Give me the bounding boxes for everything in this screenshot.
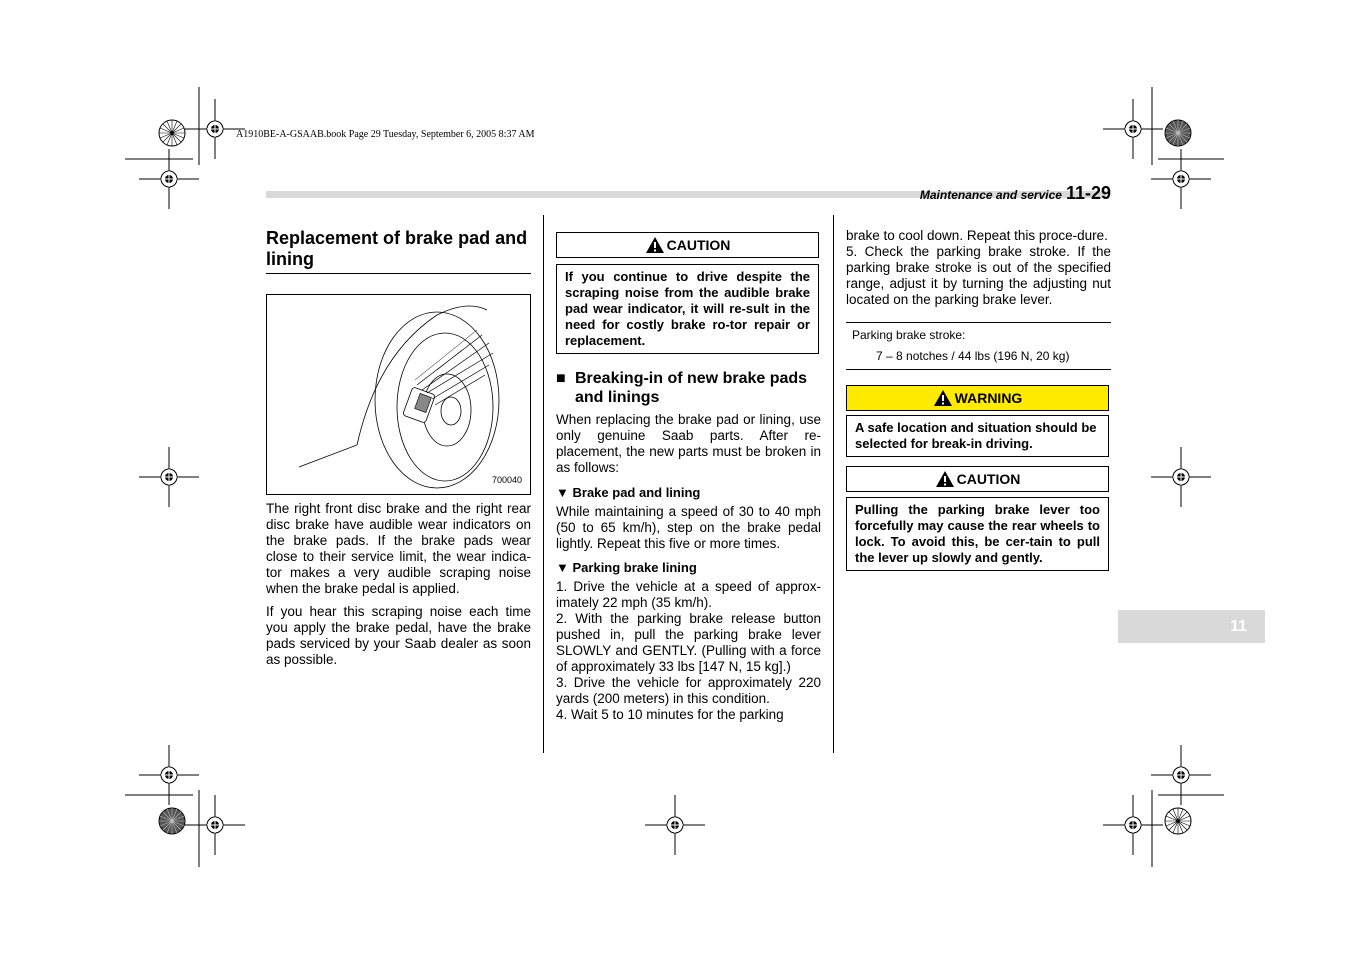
- caution-label: CAUTION: [956, 471, 1021, 487]
- column-divider: [833, 215, 834, 753]
- triangle-marker: ▼: [556, 560, 569, 575]
- body-paragraph: While maintaining a speed of 30 to 40 mph (50 to 65 km/h), step on the brake pedal lightly. Repeat this five or more times.: [556, 504, 821, 551]
- step-5: 5. Check the parking brake stroke. If the parking brake stroke is out of the specified range, adjust it by turning the adjusting nut located on the parking brake lever.: [846, 244, 1111, 307]
- caution-label: CAUTION: [666, 237, 731, 253]
- step-3: 3. Drive the vehicle for approximately 220 yards (200 meters) in this condition.: [556, 675, 821, 706]
- spec-label: Parking brake stroke:: [852, 328, 966, 342]
- body-paragraph: When replacing the brake pad or lining, use only genuine Saab parts. After re-placement, the new parts must be broken in as follows:: [556, 412, 821, 475]
- subheading-title: Parking brake lining: [572, 560, 697, 575]
- brake-figure: [266, 294, 531, 495]
- body-paragraph: If you hear this scraping noise each time you apply the brake pedal, have the brake pads serviced by your Saab dealer as soon as possible.: [266, 604, 531, 667]
- column-1: [266, 228, 531, 668]
- chapter-tab: 11: [1118, 610, 1265, 643]
- subheading: [556, 560, 821, 576]
- caution-text: Pulling the parking brake lever too forcefully may cause the rear wheels to lock. To avoid this, be cer-tain to pull the lever up slowly and gently.: [846, 497, 1109, 571]
- section-name: Maintenance and service: [919, 188, 1062, 202]
- warning-triangle-icon: [645, 236, 665, 254]
- section-marker: ■: [556, 370, 566, 387]
- subheading: [556, 485, 821, 501]
- page-number: 11-29: [1065, 183, 1111, 203]
- page-header: [920, 183, 1111, 204]
- column-2: [556, 232, 821, 723]
- spec-table: [846, 322, 1111, 370]
- caution-header: [556, 232, 819, 258]
- warning-text: A safe location and situation should be selected for break-in driving.: [846, 415, 1109, 457]
- step-2: 2. With the parking brake release button pushed in, pull the parking brake lever SLOWLY and GENTLY. (Pulling with a force of approximately 33 lbs [147 N, 15 kg].): [556, 611, 821, 674]
- print-slug: A1910BE-A-GSAAB.book Page 29 Tuesday, September 6, 2005 8:37 AM: [236, 129, 535, 140]
- warning-triangle-icon: [935, 470, 955, 488]
- step-1: 1. Drive the vehicle at a speed of approx-imately 22 mph (35 km/h).: [556, 579, 821, 610]
- figure-code: 700040: [491, 475, 522, 485]
- section-title: Breaking-in of new brake pads and linings: [575, 370, 808, 406]
- disc-brake-illustration: [267, 295, 530, 494]
- spec-value: 7 – 8 notches / 44 lbs (196 N, 20 kg): [876, 349, 1070, 363]
- section-heading: [556, 369, 821, 407]
- warning-label: WARNING: [954, 390, 1023, 406]
- body-paragraph: brake to cool down. Repeat this proce-dure.: [846, 228, 1108, 243]
- subheading-title: Brake pad and lining: [572, 485, 701, 500]
- column-divider: [543, 215, 544, 753]
- warning-header: [846, 385, 1109, 411]
- page-title: Replacement of brake pad and lining: [266, 228, 531, 274]
- warning-triangle-icon: [933, 389, 953, 407]
- column-3: [846, 228, 1111, 571]
- step-4: 4. Wait 5 to 10 minutes for the parking: [556, 707, 784, 722]
- caution-header: [846, 466, 1109, 492]
- body-paragraph: The right front disc brake and the right rear disc brake have audible wear indicators on the brake pads. If the brake pads wear close to their service limit, the wear indica-tor makes a very audible scraping noise when the brake pedal is applied.: [266, 501, 531, 596]
- caution-text: If you continue to drive despite the scraping noise from the audible brake pad wear indicator, it will re-sult in the need for costly brake ro-tor repair or replacement.: [556, 264, 819, 354]
- triangle-marker: ▼: [556, 485, 569, 500]
